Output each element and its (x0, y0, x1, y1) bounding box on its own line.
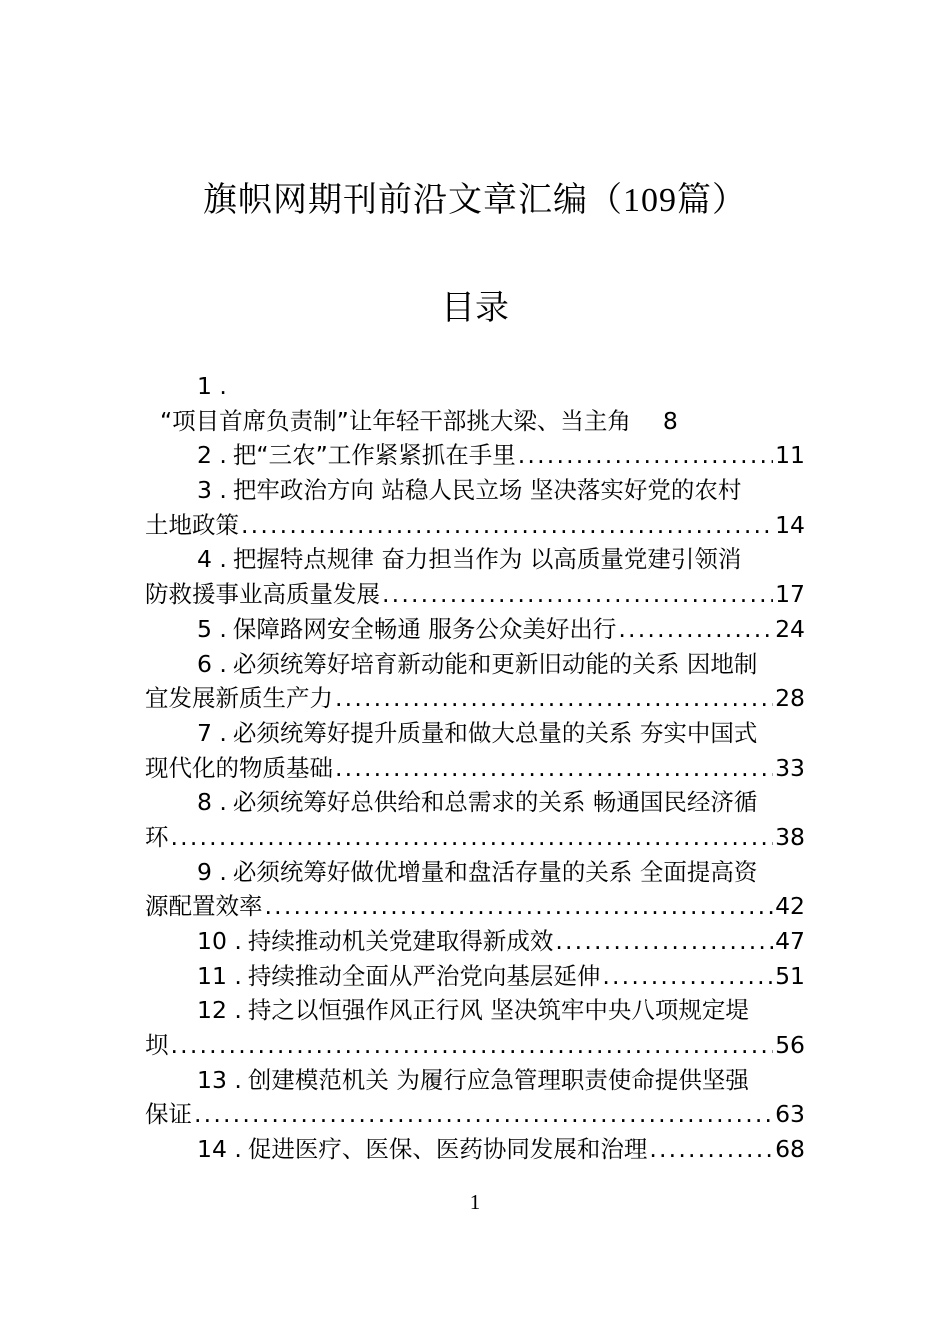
page-number: 1 (469, 1190, 481, 1214)
dot-leader (649, 1132, 773, 1167)
toc-entry-line (145, 924, 805, 959)
toc-entry[interactable] (145, 959, 805, 994)
dot-leader (335, 751, 773, 786)
title-count: 109 (623, 182, 677, 219)
toc-entry[interactable] (145, 473, 805, 542)
dot-leader (194, 1097, 773, 1132)
toc-entry-line (145, 820, 805, 855)
toc-entry[interactable] (145, 1063, 805, 1132)
toc-entry-line (145, 404, 805, 439)
dot-leader (555, 924, 773, 959)
toc-heading: 目录 (441, 288, 509, 328)
toc-entry-title-cont: 防救援事业高质量发展 (145, 580, 380, 609)
toc-entry-title: 必须统筹好培育新动能和更新旧动能的关系 因地制 (232, 649, 758, 678)
toc-entry-line (145, 959, 805, 994)
toc-entry-title: “项目首席负责制”让年轻干部挑大梁、当主角 (160, 406, 631, 435)
toc-entry-title: 把握特点规律 奋力担当作为 以高质量党建引领消 (232, 545, 742, 574)
toc-entry-line (145, 855, 805, 890)
toc-entry-title-cont: 环 (145, 822, 169, 851)
toc-entry-page: 11 (775, 441, 805, 470)
title-text: 旗帜网期刊前沿文章汇编（ (203, 180, 623, 220)
toc-entry-number: 2 . (197, 441, 227, 470)
toc-entry-title: 必须统筹好总供给和总需求的关系 畅通国民经济循 (232, 788, 758, 817)
toc-entry-line (145, 1063, 805, 1098)
toc-entry-number: 5 . (197, 614, 227, 643)
toc-entry-line (145, 889, 805, 924)
toc-entry[interactable] (145, 855, 805, 924)
toc-entry-title: 把牢政治方向 站稳人民立场 坚决落实好党的农村 (232, 476, 742, 505)
toc-entry[interactable] (145, 785, 805, 854)
toc-entry-line (145, 1097, 805, 1132)
toc-entry-number: 1 . (197, 372, 227, 400)
toc-entry-number: 12 . (197, 996, 242, 1025)
toc-entry-line (145, 369, 805, 404)
toc-entry-page: 68 (775, 1135, 805, 1164)
dot-leader (382, 577, 773, 612)
toc-entry-line (145, 508, 805, 543)
toc-entry-line (145, 785, 805, 820)
toc-entry-page: 51 (775, 961, 805, 990)
toc-entry-page: 63 (775, 1100, 805, 1129)
toc-entry-title: 必须统筹好做优增量和盘活存量的关系 全面提高资 (232, 857, 758, 886)
toc-entry[interactable] (145, 369, 805, 438)
toc-entry-page: 33 (775, 753, 805, 782)
toc-entry-number: 10 . (197, 927, 242, 955)
toc-entry-line (145, 716, 805, 751)
toc-entry-title-cont: 宜发展新质生产力 (145, 684, 333, 713)
dot-leader (265, 889, 774, 924)
dot-leader (618, 612, 773, 647)
toc-entry-title-cont: 保证 (145, 1100, 192, 1129)
toc-entry-line (145, 577, 805, 612)
toc-entry[interactable] (145, 1132, 805, 1167)
toc-entry[interactable] (145, 924, 805, 959)
toc-entry-page: 47 (775, 927, 805, 955)
toc-entry-line (145, 681, 805, 716)
toc-entry-title: 促进医疗、医保、医药协同发展和治理 (247, 1135, 648, 1164)
toc-entry-page: 38 (775, 822, 805, 851)
toc-entry-title: 必须统筹好提升质量和做大总量的关系 夯实中国式 (232, 718, 758, 747)
toc-entry-page: 24 (775, 614, 805, 643)
dot-leader (171, 1028, 774, 1063)
toc-entry-title: 创建模范机关 为履行应急管理职责使命提供坚强 (247, 1065, 749, 1094)
dot-leader (335, 681, 773, 716)
toc-entry-number: 9 . (197, 857, 227, 886)
toc-entry-number: 4 . (197, 545, 227, 574)
title-suffix: 篇） (677, 180, 747, 220)
dot-leader (602, 959, 773, 994)
toc-entry-line (145, 993, 805, 1028)
toc-entry-title-cont: 源配置效率 (145, 892, 263, 921)
toc-entry-line (145, 542, 805, 577)
dot-leader (518, 438, 773, 473)
toc-entry-title: 持续推动机关党建取得新成效 (247, 927, 554, 955)
toc-entry-number: 6 . (197, 649, 227, 678)
toc-entry-title-cont: 坝 (145, 1031, 169, 1060)
toc-entry-line (145, 751, 805, 786)
dot-leader (241, 508, 773, 543)
toc-entry-page: 8 (662, 406, 678, 435)
document-title (0, 172, 950, 221)
toc-entry-page: 14 (775, 510, 805, 539)
toc-entry-number: 3 . (197, 476, 227, 505)
toc-entry[interactable] (145, 647, 805, 716)
toc-entry-title: 持续推动全面从严治党向基层延伸 (247, 961, 601, 990)
toc-entry-line (145, 612, 805, 647)
toc-entry-title: 把“三农”工作紧紧抓在手里 (232, 441, 516, 470)
dot-leader (171, 820, 774, 855)
toc-entry-page: 42 (775, 892, 805, 921)
toc-entry[interactable] (145, 612, 805, 647)
toc-entry[interactable] (145, 716, 805, 785)
toc-entry-number: 14 . (197, 1135, 242, 1164)
toc-entry[interactable] (145, 993, 805, 1062)
toc-entry-page: 28 (775, 684, 805, 713)
toc-entry-number: 8 . (197, 788, 227, 817)
toc-entry-page: 17 (775, 580, 805, 609)
toc-entry-number: 11 . (197, 961, 242, 990)
toc-entry-line (145, 473, 805, 508)
toc-entry-number: 13 . (197, 1065, 242, 1094)
toc-entry-line (145, 1028, 805, 1063)
toc-entry-line (145, 647, 805, 682)
table-of-contents (145, 369, 805, 1167)
toc-entry-title: 持之以恒强作风正行风 坚决筑牢中央八项规定堤 (247, 996, 749, 1025)
toc-entry-title: 保障路网安全畅通 服务公众美好出行 (232, 614, 617, 643)
toc-entry[interactable] (145, 438, 805, 473)
toc-entry-title-cont: 土地政策 (145, 510, 239, 539)
toc-entry-title-cont: 现代化的物质基础 (145, 753, 333, 782)
toc-entry-line (145, 1132, 805, 1167)
toc-entry-number: 7 . (197, 718, 227, 747)
toc-entry-page: 56 (775, 1031, 805, 1060)
toc-entry-line (145, 438, 805, 473)
toc-entry[interactable] (145, 542, 805, 611)
